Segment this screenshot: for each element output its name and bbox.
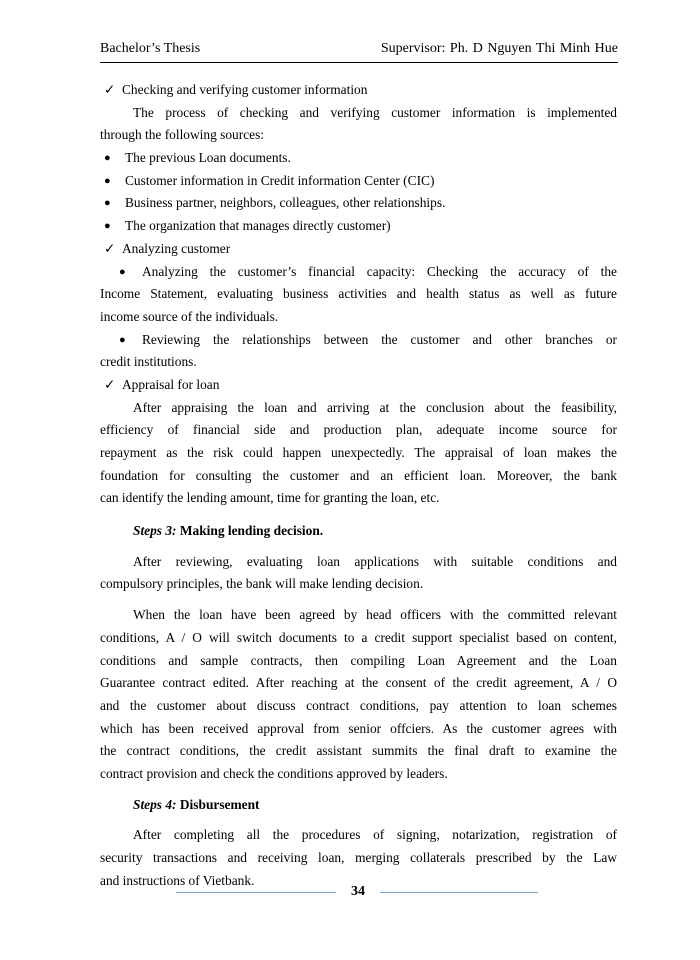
bullet-icon: ●: [104, 174, 111, 187]
header-thesis-title: Bachelor’s Thesis: [100, 41, 201, 56]
bullet-text: Customer information in Credit information Center (CIC): [125, 172, 435, 188]
paragraph-line: conditions and sample contracts, then compiling Loan Agreement and the Loan: [100, 652, 617, 668]
paragraph-line: the contract conditions, the credit assistant summits the final draft to examine the: [100, 743, 617, 759]
paragraph-line: conditions, A / O will switch documents to a credit support specialist based on content,: [100, 629, 617, 645]
paragraph-line: compulsory principles, the bank will make lending decision.: [100, 576, 424, 592]
step-4-heading: [100, 794, 617, 817]
paragraph-line: income source of the individuals.: [100, 308, 279, 324]
bullet-icon: ●: [104, 220, 111, 233]
paragraph-line: repayment as the risk could happen unexpectedly. The appraisal of loan makes the: [100, 445, 617, 460]
page-header: [100, 38, 618, 63]
paragraph-line: After reviewing, evaluating loan applications with suitable conditions and: [133, 553, 617, 569]
step-4-label: Steps 4:: [133, 796, 177, 812]
bullet-item: [100, 147, 617, 170]
bullet-icon: ●: [104, 152, 111, 165]
page-body: [100, 79, 617, 892]
paragraph-line: contract provision and check the conditions approved by leaders.: [100, 765, 448, 781]
paragraph-line: The process of checking and verifying customer information is implemented: [133, 104, 617, 120]
paragraph-line: security transactions and receiving loan, merging collaterals prescribed by the Law: [100, 850, 617, 865]
paragraph-line: credit institutions.: [100, 354, 197, 370]
check-mark-icon: ✓: [104, 240, 116, 256]
check-item-analyzing: [100, 238, 617, 261]
paragraph-line: foundation for consulting the customer and an efficient loan. Moreover, the bank: [100, 467, 617, 483]
bullet-item: [100, 215, 617, 238]
sub-bullet-text: Reviewing the relationships between the customer and other branches or: [142, 331, 617, 347]
sub-bullet-line: [100, 329, 617, 352]
check-mark-icon: ✓: [104, 376, 116, 392]
paragraph-line: can identify the lending amount, time for granting the loan, etc.: [100, 490, 440, 506]
bullet-item: [100, 192, 617, 215]
header-supervisor: Supervisor: Ph. D Nguyen Thi Minh Hue: [380, 41, 618, 56]
sub-bullet-text: Analyzing the customer’s financial capacity: Checking the accuracy of the: [142, 263, 617, 279]
footer-rule-left: [176, 892, 336, 893]
bullet-icon: ●: [104, 197, 111, 210]
footer-rule-right: [380, 892, 538, 893]
paragraph-line: After appraising the loan and arriving at the conclusion about the feasibility,: [133, 399, 617, 415]
check-item-appraisal: [100, 374, 617, 397]
step-3-heading: [100, 520, 617, 543]
paragraph-line: Income Statement, evaluating business activities and health status as well as future: [100, 286, 617, 302]
paragraph-line: which has been received approval from senior offciers. As the customer agrees with: [100, 720, 617, 736]
paragraph-line: Guarantee contract edited. After reaching at the consent of the credit agreement, A / O: [100, 675, 617, 691]
page-footer: [0, 884, 700, 904]
check-item-label: Analyzing customer: [122, 240, 231, 256]
step-3-label: Steps 3:: [133, 523, 177, 539]
sub-bullet-line: [100, 261, 617, 284]
paragraph-line: When the loan have been agreed by head officers with the committed relevant: [133, 607, 617, 623]
paragraph-line: through the following sources:: [100, 127, 265, 143]
bullet-text: The organization that manages directly customer): [125, 218, 391, 234]
step-3-title: Making lending decision.: [179, 523, 324, 539]
check-item-checking: [100, 79, 617, 102]
check-mark-icon: ✓: [104, 82, 116, 97]
bullet-text: The previous Loan documents.: [125, 150, 291, 166]
bullet-item: [100, 170, 617, 193]
paragraph-line: and the customer about discuss contract conditions, pay attention to loan schemes: [100, 697, 617, 713]
paragraph-line: efficiency of financial side and production plan, adequate income source for: [100, 422, 617, 438]
step-4-title: Disbursement: [179, 796, 260, 812]
bullet-icon: ●: [119, 265, 126, 278]
paragraph-line: and instructions of Vietbank.: [100, 872, 255, 888]
bullet-icon: ●: [119, 333, 126, 346]
page-number: 34: [351, 884, 365, 899]
check-item-label: Appraisal for loan: [122, 376, 220, 392]
paragraph-line: After completing all the procedures of signing, notarization, registration of: [133, 827, 617, 843]
bullet-text: Business partner, neighbors, colleagues, other relationships.: [125, 195, 446, 211]
check-item-label: Checking and verifying customer information: [122, 82, 368, 97]
